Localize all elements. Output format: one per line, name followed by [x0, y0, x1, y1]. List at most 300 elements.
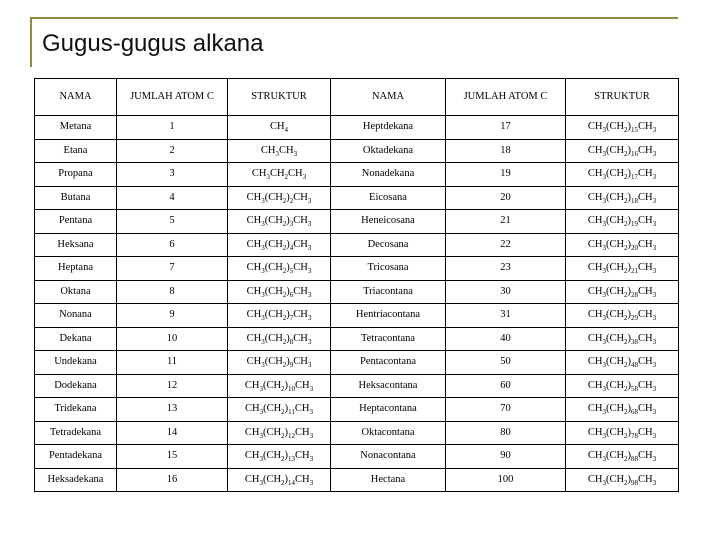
- alkane-name-cell: Oktadekana: [331, 139, 446, 163]
- structure-cell: [566, 351, 679, 375]
- formula-subscript: 3: [602, 291, 606, 300]
- formula-subscript: 2: [624, 220, 628, 229]
- formula-text: (CH: [605, 426, 625, 438]
- formula-text: (CH: [264, 191, 283, 203]
- formula-text: CH: [587, 309, 603, 321]
- structure-cell: [228, 351, 331, 375]
- formula-text: CH: [244, 403, 260, 415]
- formula-subscript: 10: [288, 385, 296, 394]
- alkane-name-cell: Metana: [35, 116, 117, 140]
- carbon-count-cell: 50: [446, 351, 566, 375]
- formula-subscript: 48: [631, 361, 639, 370]
- formula-text: (CH: [605, 473, 625, 485]
- carbon-count-cell: 10: [117, 327, 228, 351]
- formula-subscript: 2: [282, 244, 287, 253]
- structure-cell: [228, 233, 331, 257]
- table-body: [35, 116, 679, 492]
- table-row: [35, 421, 679, 445]
- formula-text: CH: [587, 379, 603, 391]
- table-row: [35, 233, 679, 257]
- carbon-count-cell: 9: [117, 304, 228, 328]
- formula-subscript: 14: [288, 479, 296, 488]
- formula-text: (CH: [605, 285, 625, 297]
- alkane-name-cell: Oktacontana: [331, 421, 446, 445]
- formula-text: CH: [587, 473, 603, 485]
- formula-text: (CH: [264, 332, 283, 344]
- formula-text: CH: [295, 473, 310, 485]
- formula-text: ): [284, 379, 289, 391]
- carbon-count-cell: 15: [117, 445, 228, 469]
- formula-text: CH: [293, 262, 308, 274]
- alkane-name-cell: Etana: [35, 139, 117, 163]
- formula-subscript: 2: [281, 432, 285, 441]
- formula-text: CH: [638, 144, 653, 156]
- formula-subscript: 20: [631, 244, 639, 253]
- alkane-name-cell: Heksana: [35, 233, 117, 257]
- formula-text: CH: [246, 191, 262, 203]
- formula-subscript: 11: [288, 408, 295, 417]
- formula-subscript: 2: [282, 314, 287, 323]
- alkane-name-cell: Eicosana: [331, 186, 446, 210]
- table-row: [35, 116, 679, 140]
- formula-subscript: 3: [261, 244, 265, 253]
- formula-text: (CH: [262, 473, 282, 485]
- formula-subscript: 4: [284, 126, 289, 135]
- formula-subscript: 3: [602, 338, 606, 347]
- formula-subscript: 3: [309, 385, 314, 394]
- structure-cell: [566, 398, 679, 422]
- formula-subscript: 3: [652, 408, 657, 417]
- formula-subscript: 98: [631, 479, 639, 488]
- carbon-count-cell: 20: [446, 186, 566, 210]
- formula-text: (CH: [605, 215, 625, 227]
- formula-text: CH: [587, 215, 603, 227]
- formula-text: CH: [295, 379, 310, 391]
- formula-text: CH: [246, 215, 262, 227]
- formula-subscript: 88: [631, 455, 639, 464]
- alkane-name-cell: Propana: [35, 163, 117, 187]
- carbon-count-cell: 4: [117, 186, 228, 210]
- formula-subscript: 2: [624, 432, 628, 441]
- formula-text: ): [627, 144, 632, 156]
- table-row: [35, 327, 679, 351]
- formula-text: (CH: [605, 121, 625, 133]
- formula-subscript: 3: [259, 432, 263, 441]
- carbon-count-cell: 100: [446, 468, 566, 492]
- structure-cell: [228, 163, 331, 187]
- alkane-name-cell: Tetracontana: [331, 327, 446, 351]
- structure-cell: [228, 186, 331, 210]
- structure-cell: [566, 210, 679, 234]
- formula-text: CH: [638, 403, 653, 415]
- carbon-count-cell: 8: [117, 280, 228, 304]
- carbon-count-cell: 2: [117, 139, 228, 163]
- formula-subscript: 3: [652, 479, 657, 488]
- structure-cell: [228, 139, 331, 163]
- structure-cell: [566, 116, 679, 140]
- formula-subscript: 3: [652, 150, 657, 159]
- formula-subscript: 3: [652, 291, 657, 300]
- formula-text: ): [627, 473, 632, 485]
- formula-text: CH: [587, 191, 603, 203]
- formula-text: CH: [293, 285, 308, 297]
- formula-subscript: 3: [602, 197, 606, 206]
- formula-subscript: 3: [302, 173, 307, 182]
- formula-text: CH: [638, 262, 653, 274]
- formula-text: ): [627, 309, 632, 321]
- formula-text: (CH: [262, 426, 282, 438]
- formula-text: CH: [293, 309, 308, 321]
- header-name-1: NAMA: [35, 79, 117, 116]
- formula-subscript: 3: [275, 150, 279, 159]
- formula-subscript: 5: [289, 267, 294, 276]
- formula-text: CH: [294, 403, 310, 415]
- carbon-count-cell: 18: [446, 139, 566, 163]
- structure-cell: [228, 304, 331, 328]
- formula-subscript: 21: [631, 267, 639, 276]
- formula-text: CH: [638, 238, 653, 250]
- formula-text: CH: [295, 426, 310, 438]
- formula-subscript: 2: [624, 314, 628, 323]
- formula-subscript: 9: [289, 361, 294, 370]
- table-row: [35, 398, 679, 422]
- formula-text: (CH: [264, 285, 283, 297]
- alkane-name-cell: Hentriacontana: [331, 304, 446, 328]
- formula-subscript: 3: [307, 361, 312, 370]
- alkane-name-cell: Oktana: [35, 280, 117, 304]
- table-row: [35, 468, 679, 492]
- formula-text: (CH: [263, 403, 282, 415]
- formula-text: ): [286, 285, 290, 297]
- formula-text: CH: [246, 309, 262, 321]
- formula-subscript: 2: [282, 361, 287, 370]
- formula-text: CH: [251, 168, 267, 180]
- formula-text: (CH: [605, 356, 625, 368]
- structure-cell: [566, 186, 679, 210]
- frame-top-border: [32, 17, 678, 19]
- formula-subscript: 3: [261, 197, 265, 206]
- formula-subscript: 58: [631, 385, 639, 394]
- alkane-name-cell: Dodekana: [35, 374, 117, 398]
- alkane-name-cell: Heptacontana: [331, 398, 446, 422]
- formula-text: ): [286, 238, 290, 250]
- formula-subscript: 3: [602, 244, 606, 253]
- formula-text: CH: [638, 379, 653, 391]
- formula-subscript: 2: [624, 267, 628, 276]
- alkane-name-cell: Heksacontana: [331, 374, 446, 398]
- structure-cell: [228, 116, 331, 140]
- formula-text: CH: [587, 168, 603, 180]
- formula-text: CH: [587, 403, 603, 415]
- formula-subscript: 68: [631, 408, 639, 417]
- formula-subscript: 3: [289, 220, 294, 229]
- alkane-name-cell: Dekana: [35, 327, 117, 351]
- formula-subscript: 16: [631, 150, 639, 159]
- alkane-name-cell: Heptdekana: [331, 116, 446, 140]
- formula-subscript: 3: [261, 361, 265, 370]
- formula-text: (CH: [264, 262, 283, 274]
- carbon-count-cell: 3: [117, 163, 228, 187]
- structure-cell: [228, 445, 331, 469]
- formula-text: (CH: [605, 262, 625, 274]
- formula-subscript: 2: [624, 408, 628, 417]
- formula-text: ): [284, 473, 289, 485]
- carbon-count-cell: 80: [446, 421, 566, 445]
- formula-subscript: 17: [631, 173, 639, 182]
- formula-subscript: 28: [631, 291, 639, 300]
- formula-text: CH: [587, 332, 603, 344]
- carbon-count-cell: 17: [446, 116, 566, 140]
- formula-text: CH: [638, 356, 653, 368]
- formula-subscript: 3: [602, 220, 606, 229]
- formula-subscript: 12: [288, 432, 296, 441]
- formula-subscript: 3: [652, 432, 657, 441]
- formula-text: CH: [587, 144, 603, 156]
- formula-text: CH: [279, 144, 294, 156]
- formula-text: ): [286, 262, 290, 274]
- formula-text: CH: [244, 379, 260, 391]
- formula-subscript: 3: [602, 408, 606, 417]
- alkane-name-cell: Pentacontana: [331, 351, 446, 375]
- formula-subscript: 2: [624, 361, 628, 370]
- formula-subscript: 3: [261, 267, 265, 276]
- alkane-name-cell: Tridekana: [35, 398, 117, 422]
- structure-cell: [228, 398, 331, 422]
- formula-text: CH: [587, 450, 603, 462]
- formula-subscript: 3: [309, 455, 314, 464]
- formula-subscript: 3: [652, 197, 657, 206]
- formula-text: (CH: [605, 379, 625, 391]
- formula-text: ): [627, 356, 632, 368]
- header-structure-2: STRUKTUR: [566, 79, 679, 116]
- structure-cell: [228, 327, 331, 351]
- formula-subscript: 78: [631, 432, 639, 441]
- formula-subscript: 3: [652, 126, 657, 135]
- formula-text: CH: [638, 168, 653, 180]
- carbon-count-cell: 40: [446, 327, 566, 351]
- formula-subscript: 3: [259, 455, 263, 464]
- formula-text: (CH: [605, 309, 625, 321]
- alkane-name-cell: Nonana: [35, 304, 117, 328]
- formula-text: CH: [587, 426, 603, 438]
- formula-subscript: 3: [602, 150, 606, 159]
- formula-text: ): [627, 450, 632, 462]
- alkane-name-cell: Decosana: [331, 233, 446, 257]
- formula-text: CH: [269, 168, 285, 180]
- formula-subscript: 3: [602, 455, 606, 464]
- formula-text: CH: [638, 191, 653, 203]
- formula-text: CH: [269, 121, 285, 133]
- alkane-name-cell: Hectana: [331, 468, 446, 492]
- formula-subscript: 3: [261, 291, 265, 300]
- formula-subscript: 2: [281, 408, 285, 417]
- formula-text: CH: [246, 262, 262, 274]
- formula-text: CH: [638, 215, 653, 227]
- formula-text: (CH: [605, 144, 625, 156]
- formula-text: ): [627, 379, 632, 391]
- formula-text: (CH: [605, 403, 625, 415]
- alkane-name-cell: Triacontana: [331, 280, 446, 304]
- formula-subscript: 2: [624, 479, 628, 488]
- formula-text: CH: [260, 144, 276, 156]
- formula-text: CH: [638, 426, 653, 438]
- formula-text: ): [627, 403, 632, 415]
- formula-subscript: 19: [631, 220, 639, 229]
- carbon-count-cell: 5: [117, 210, 228, 234]
- table-row: [35, 351, 679, 375]
- formula-subscript: 3: [652, 314, 657, 323]
- formula-text: CH: [587, 262, 603, 274]
- formula-subscript: 3: [602, 479, 606, 488]
- slide-title: Gugus-gugus alkana: [42, 30, 264, 57]
- carbon-count-cell: 16: [117, 468, 228, 492]
- formula-subscript: 6: [289, 291, 294, 300]
- carbon-count-cell: 70: [446, 398, 566, 422]
- carbon-count-cell: 31: [446, 304, 566, 328]
- formula-subscript: 18: [631, 197, 639, 206]
- structure-cell: [566, 233, 679, 257]
- formula-subscript: 3: [259, 408, 264, 417]
- formula-subscript: 3: [307, 220, 312, 229]
- header-row: [35, 79, 679, 116]
- formula-subscript: 3: [309, 408, 314, 417]
- alkane-name-cell: Tricosana: [331, 257, 446, 281]
- formula-text: CH: [246, 356, 262, 368]
- formula-text: CH: [587, 121, 603, 133]
- formula-subscript: 3: [307, 338, 312, 347]
- formula-subscript: 2: [281, 479, 285, 488]
- formula-subscript: 4: [289, 244, 294, 253]
- formula-text: ): [286, 215, 290, 227]
- formula-text: ): [627, 262, 632, 274]
- formula-subscript: 3: [652, 361, 657, 370]
- formula-text: (CH: [264, 215, 283, 227]
- header-carbon-count-2: JUMLAH ATOM C: [446, 79, 566, 116]
- formula-subscript: 13: [288, 455, 296, 464]
- formula-text: CH: [244, 426, 260, 438]
- formula-subscript: 3: [602, 361, 606, 370]
- alkane-table: [34, 78, 679, 492]
- carbon-count-cell: 12: [117, 374, 228, 398]
- formula-text: CH: [244, 450, 260, 462]
- formula-subscript: 2: [284, 173, 289, 182]
- formula-subscript: 3: [261, 220, 265, 229]
- formula-subscript: 3: [602, 173, 606, 182]
- header-structure-1: STRUKTUR: [228, 79, 331, 116]
- formula-subscript: 3: [602, 126, 606, 135]
- structure-cell: [228, 280, 331, 304]
- alkane-name-cell: Heptana: [35, 257, 117, 281]
- table-row: [35, 304, 679, 328]
- formula-subscript: 3: [652, 385, 657, 394]
- formula-subscript: 3: [307, 267, 312, 276]
- table-row: [35, 186, 679, 210]
- formula-text: CH: [246, 332, 262, 344]
- carbon-count-cell: 11: [117, 351, 228, 375]
- formula-text: CH: [244, 473, 260, 485]
- structure-cell: [566, 445, 679, 469]
- formula-text: CH: [293, 332, 308, 344]
- structure-cell: [566, 139, 679, 163]
- carbon-count-cell: 21: [446, 210, 566, 234]
- formula-text: ): [627, 191, 632, 203]
- formula-text: ): [284, 450, 289, 462]
- formula-text: ): [284, 426, 289, 438]
- formula-subscript: 2: [624, 126, 628, 135]
- table-row: [35, 445, 679, 469]
- formula-text: CH: [638, 450, 653, 462]
- formula-text: ): [627, 285, 632, 297]
- formula-text: CH: [587, 356, 603, 368]
- structure-cell: [228, 421, 331, 445]
- formula-text: (CH: [605, 191, 625, 203]
- table-row: [35, 139, 679, 163]
- formula-subscript: 2: [282, 291, 287, 300]
- carbon-count-cell: 6: [117, 233, 228, 257]
- formula-subscript: 2: [624, 244, 628, 253]
- formula-subscript: 3: [259, 385, 263, 394]
- formula-subscript: 8: [289, 338, 294, 347]
- formula-text: ): [286, 332, 290, 344]
- formula-subscript: 2: [624, 173, 628, 182]
- formula-text: CH: [293, 215, 308, 227]
- formula-subscript: 2: [282, 267, 287, 276]
- alkane-name-cell: Heneicosana: [331, 210, 446, 234]
- carbon-count-cell: 30: [446, 280, 566, 304]
- formula-text: (CH: [605, 238, 625, 250]
- formula-text: CH: [638, 309, 653, 321]
- alkane-name-cell: Pentana: [35, 210, 117, 234]
- formula-subscript: 3: [602, 267, 606, 276]
- carbon-count-cell: 1: [117, 116, 228, 140]
- formula-subscript: 3: [259, 479, 263, 488]
- carbon-count-cell: 22: [446, 233, 566, 257]
- formula-text: (CH: [264, 309, 283, 321]
- formula-subscript: 2: [624, 291, 628, 300]
- structure-cell: [566, 280, 679, 304]
- formula-subscript: 29: [631, 314, 639, 323]
- structure-cell: [566, 163, 679, 187]
- structure-cell: [228, 257, 331, 281]
- carbon-count-cell: 14: [117, 421, 228, 445]
- formula-text: (CH: [264, 356, 283, 368]
- formula-text: ): [627, 121, 632, 133]
- formula-text: ): [627, 426, 632, 438]
- carbon-count-cell: 19: [446, 163, 566, 187]
- formula-text: CH: [638, 285, 653, 297]
- formula-subscript: 3: [293, 150, 298, 159]
- formula-subscript: 2: [624, 150, 628, 159]
- carbon-count-cell: 13: [117, 398, 228, 422]
- table-row: [35, 210, 679, 234]
- formula-text: CH: [246, 238, 262, 250]
- formula-text: (CH: [264, 238, 283, 250]
- formula-subscript: 3: [307, 197, 312, 206]
- formula-subscript: 3: [652, 220, 657, 229]
- formula-subscript: 2: [624, 197, 628, 206]
- formula-subscript: 2: [282, 338, 287, 347]
- formula-subscript: 38: [631, 338, 639, 347]
- formula-subscript: 2: [281, 455, 285, 464]
- carbon-count-cell: 23: [446, 257, 566, 281]
- formula-subscript: 3: [652, 338, 657, 347]
- formula-text: (CH: [605, 168, 625, 180]
- formula-text: CH: [587, 238, 603, 250]
- formula-subscript: 3: [652, 173, 657, 182]
- alkane-name-cell: Undekana: [35, 351, 117, 375]
- header-name-2: NAMA: [331, 79, 446, 116]
- formula-text: ): [284, 403, 289, 415]
